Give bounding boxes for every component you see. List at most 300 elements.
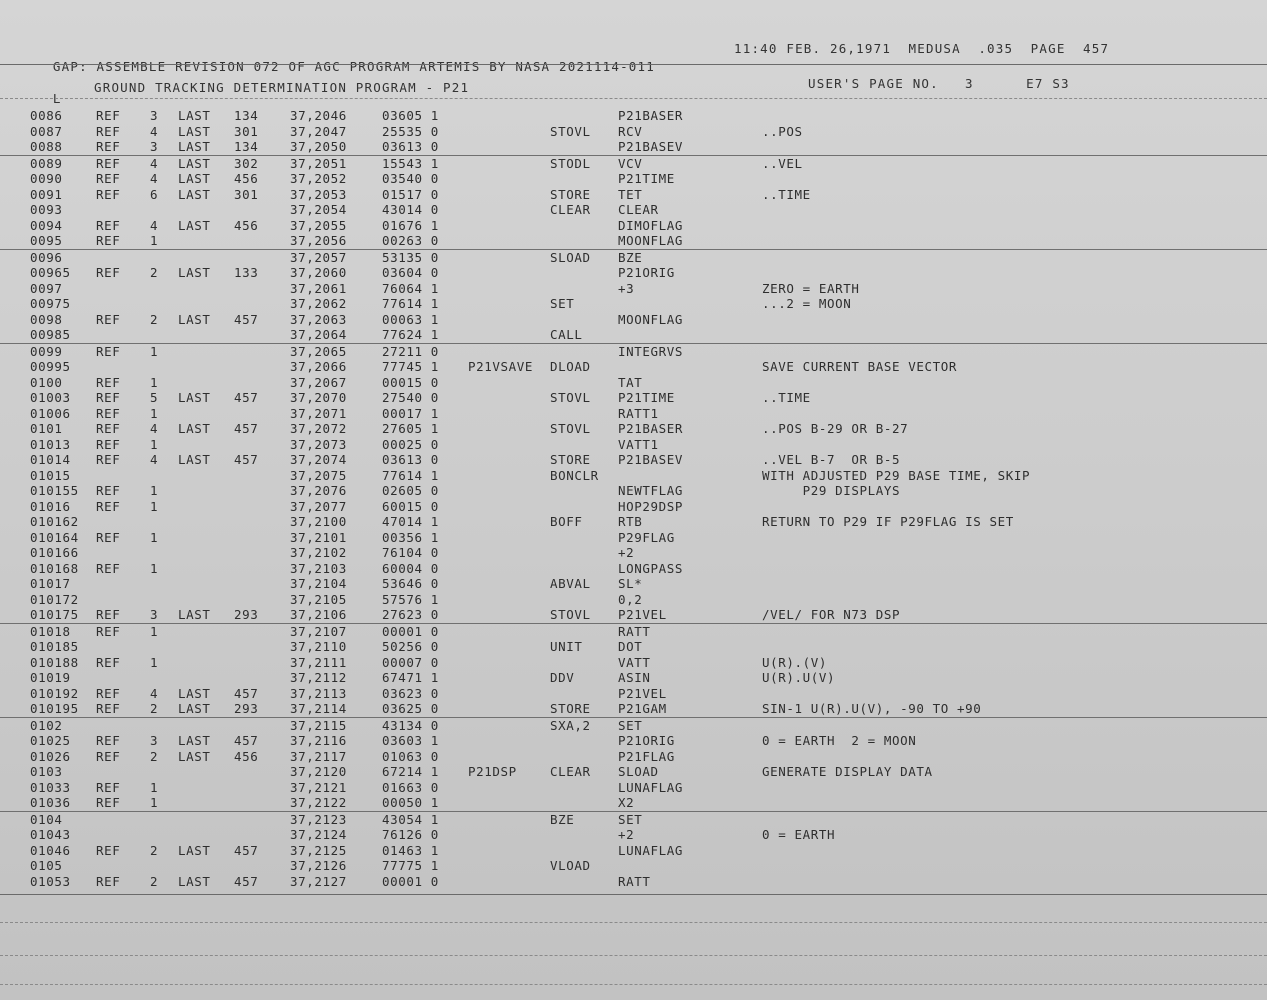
last-page: 457 <box>234 842 259 858</box>
last-tag: LAST <box>178 311 211 327</box>
memory-location: 37,2110 <box>290 639 347 654</box>
memory-location: 37,2060 <box>290 265 347 280</box>
memory-location: 37,2065 <box>290 343 347 359</box>
last-page: 456 <box>234 217 259 233</box>
listing-row <box>0 655 1267 671</box>
operand: P29FLAG <box>618 529 675 545</box>
operand: RTB <box>618 514 643 529</box>
ref-tag: REF <box>96 685 121 701</box>
last-page: 293 <box>234 701 259 716</box>
ref-tag: REF <box>96 155 121 171</box>
opcode: BOFF <box>550 514 583 529</box>
listing-row <box>0 592 1267 608</box>
memory-location: 37,2105 <box>290 591 347 607</box>
listing-row <box>0 811 1267 828</box>
ref-tag: REF <box>96 483 121 498</box>
memory-location: 37,2127 <box>290 873 347 889</box>
memory-location: 37,2121 <box>290 779 347 795</box>
last-page: 457 <box>234 452 259 467</box>
listing-row <box>0 607 1267 623</box>
ref-count: 1 <box>150 795 159 810</box>
octal-word: 77775 1 <box>382 858 439 873</box>
octal-word: 00001 0 <box>382 873 439 889</box>
last-page: 457 <box>234 873 259 889</box>
operand: LUNAFLAG <box>618 779 684 795</box>
ref-tag: REF <box>96 607 121 622</box>
sequence-number: 0102 <box>30 717 63 733</box>
opcode: STORE <box>550 701 591 716</box>
octal-word: 27211 0 <box>382 343 439 359</box>
opcode: STORE <box>550 452 591 467</box>
last-page: 134 <box>234 108 259 123</box>
listing-row <box>0 108 1267 124</box>
ref-count: 4 <box>150 171 159 186</box>
footer-rule-2 <box>0 922 1267 923</box>
listing-row <box>0 858 1267 874</box>
sequence-number: 010155 <box>30 483 79 498</box>
ref-tag: REF <box>96 217 121 233</box>
memory-location: 37,2055 <box>290 217 347 233</box>
listing-row <box>0 390 1267 406</box>
ref-count: 1 <box>150 436 159 452</box>
operand: SET <box>618 811 643 827</box>
sequence-number: 0101 <box>30 421 63 436</box>
sequence-number: 01033 <box>30 779 71 795</box>
operand: P21GAM <box>618 701 667 716</box>
ref-count: 1 <box>150 654 159 670</box>
listing-row <box>0 375 1267 391</box>
listing-row <box>0 623 1267 640</box>
octal-word: 01676 1 <box>382 217 439 233</box>
listing-row <box>0 717 1267 734</box>
octal-word: 01517 0 <box>382 186 439 202</box>
sequence-number: 01006 <box>30 405 71 421</box>
program-title: GROUND TRACKING DETERMINATION PROGRAM - P21 <box>94 80 470 95</box>
last-tag: LAST <box>178 155 211 171</box>
sequence-number: 0096 <box>30 249 63 265</box>
operand: RATT <box>618 623 651 639</box>
ref-count: 1 <box>150 623 159 639</box>
octal-word: 27540 0 <box>382 390 439 405</box>
octal-word: 00063 1 <box>382 311 439 327</box>
sequence-number: 010195 <box>30 701 79 716</box>
comment: ..VEL <box>762 155 803 171</box>
listing-row <box>0 530 1267 546</box>
ref-tag: REF <box>96 873 121 889</box>
opcode: BONCLR <box>550 467 599 483</box>
octal-word: 43134 0 <box>382 717 439 733</box>
comment: WITH ADJUSTED P29 BASE TIME, SKIP <box>762 467 1031 483</box>
operand: VATT <box>618 654 651 670</box>
listing-row <box>0 296 1267 312</box>
operand: TET <box>618 186 643 202</box>
sequence-number: 01003 <box>30 390 71 405</box>
memory-location: 37,2052 <box>290 171 347 186</box>
last-page: 457 <box>234 421 259 436</box>
listing-marker: L <box>52 91 62 106</box>
operand: +2 <box>618 827 635 842</box>
sequence-number: 01015 <box>30 467 71 483</box>
listing-row <box>0 780 1267 796</box>
memory-location: 37,2076 <box>290 483 347 498</box>
sequence-number: 0093 <box>30 202 63 217</box>
listing-row <box>0 155 1267 172</box>
opcode: CALL <box>550 327 583 342</box>
opcode: STOVL <box>550 123 591 139</box>
ref-tag: REF <box>96 186 121 202</box>
last-page: 301 <box>234 186 259 202</box>
memory-location: 37,2111 <box>290 654 347 670</box>
listing-row <box>0 406 1267 422</box>
sequence-number: 010168 <box>30 560 79 576</box>
ref-tag: REF <box>96 779 121 795</box>
last-tag: LAST <box>178 108 211 123</box>
sequence-number: 0086 <box>30 108 63 123</box>
comment: U(R).U(V) <box>762 670 836 685</box>
header-rule <box>0 64 1267 65</box>
last-tag: LAST <box>178 685 211 701</box>
octal-word: 00050 1 <box>382 795 439 810</box>
operand: ASIN <box>618 670 651 685</box>
octal-word: 01063 0 <box>382 748 439 764</box>
sequence-number: 010166 <box>30 545 79 560</box>
listing-row <box>0 139 1267 155</box>
octal-word: 47014 1 <box>382 514 439 529</box>
operand: VATT1 <box>618 436 659 452</box>
ref-count: 3 <box>150 607 159 622</box>
octal-word: 03604 0 <box>382 265 439 280</box>
ref-count: 3 <box>150 733 159 748</box>
octal-word: 77614 1 <box>382 296 439 311</box>
ref-tag: REF <box>96 343 121 359</box>
listing-row <box>0 764 1267 780</box>
ref-count: 1 <box>150 483 159 498</box>
last-tag: LAST <box>178 123 211 139</box>
ref-count: 4 <box>150 685 159 701</box>
listing-row <box>0 499 1267 515</box>
last-page: 133 <box>234 265 259 280</box>
octal-word: 02605 0 <box>382 483 439 498</box>
operand: SL* <box>618 576 643 591</box>
ref-count: 4 <box>150 452 159 467</box>
last-page: 456 <box>234 748 259 764</box>
ref-tag: REF <box>96 701 121 716</box>
operand: P21ORIG <box>618 265 675 280</box>
octal-word: 77624 1 <box>382 327 439 342</box>
memory-location: 37,2071 <box>290 405 347 421</box>
octal-word: 53135 0 <box>382 249 439 265</box>
memory-location: 37,2072 <box>290 421 347 436</box>
octal-word: 27605 1 <box>382 421 439 436</box>
ref-tag: REF <box>96 108 121 123</box>
octal-word: 67471 1 <box>382 670 439 685</box>
memory-location: 37,2051 <box>290 155 347 171</box>
sequence-number: 0098 <box>30 311 63 327</box>
operand: P21TIME <box>618 390 675 405</box>
listing-row <box>0 437 1267 453</box>
operand: +2 <box>618 545 635 560</box>
ref-count: 1 <box>150 779 159 795</box>
sequence-number: 01026 <box>30 748 71 764</box>
operand: MOONFLAG <box>618 311 684 327</box>
octal-word: 03603 1 <box>382 733 439 748</box>
memory-location: 37,2123 <box>290 811 347 827</box>
memory-location: 37,2125 <box>290 842 347 858</box>
octal-word: 03613 0 <box>382 452 439 467</box>
comment: SAVE CURRENT BASE VECTOR <box>762 359 958 374</box>
ref-tag: REF <box>96 654 121 670</box>
ref-tag: REF <box>96 795 121 810</box>
memory-location: 37,2102 <box>290 545 347 560</box>
octal-word: 00001 0 <box>382 623 439 639</box>
operand: LUNAFLAG <box>618 842 684 858</box>
comment: 0 = EARTH <box>762 827 836 842</box>
listing-row <box>0 343 1267 360</box>
operand: INTEGRVS <box>618 343 684 359</box>
last-page: 301 <box>234 123 259 139</box>
octal-word: 03540 0 <box>382 171 439 186</box>
memory-location: 37,2046 <box>290 108 347 123</box>
memory-location: 37,2122 <box>290 795 347 810</box>
last-page: 293 <box>234 607 259 622</box>
listing-row <box>0 281 1267 297</box>
memory-location: 37,2117 <box>290 748 347 764</box>
operand: RCV <box>618 123 643 139</box>
last-tag: LAST <box>178 421 211 436</box>
listing-row <box>0 576 1267 592</box>
opcode: STOVL <box>550 607 591 622</box>
operand: P21ORIG <box>618 733 675 748</box>
sequence-number: 01043 <box>30 827 71 842</box>
ref-tag: REF <box>96 311 121 327</box>
ref-count: 2 <box>150 873 159 889</box>
operand: CLEAR <box>618 202 659 217</box>
listing-row <box>0 249 1267 266</box>
last-tag: LAST <box>178 139 211 154</box>
last-tag: LAST <box>178 607 211 622</box>
operand: DIMOFLAG <box>618 217 684 233</box>
comment: P29 DISPLAYS <box>762 483 901 498</box>
ref-count: 2 <box>150 748 159 764</box>
memory-location: 37,2100 <box>290 514 347 529</box>
ref-tag: REF <box>96 748 121 764</box>
comment: /VEL/ FOR N73 DSP <box>762 607 901 622</box>
listing-row <box>0 421 1267 437</box>
operand: P21VEL <box>618 685 667 701</box>
footer-rule-3 <box>0 955 1267 956</box>
operand: P21FLAG <box>618 748 675 764</box>
ref-count: 2 <box>150 701 159 716</box>
sequence-number: 00985 <box>30 327 71 342</box>
opcode: DLOAD <box>550 359 591 374</box>
ref-count: 2 <box>150 311 159 327</box>
listing-row <box>0 733 1267 749</box>
memory-location: 37,2104 <box>290 576 347 591</box>
last-tag: LAST <box>178 217 211 233</box>
memory-location: 37,2066 <box>290 359 347 374</box>
opcode: VLOAD <box>550 858 591 873</box>
last-tag: LAST <box>178 265 211 280</box>
last-tag: LAST <box>178 390 211 405</box>
memory-location: 37,2054 <box>290 202 347 217</box>
comment: SIN-1 U(R).U(V), -90 TO +90 <box>762 701 982 716</box>
ref-count: 6 <box>150 186 159 202</box>
statement-label: P21VSAVE <box>468 359 534 374</box>
listing-row <box>0 701 1267 717</box>
octal-word: 00007 0 <box>382 654 439 670</box>
sequence-number: 01018 <box>30 623 71 639</box>
octal-word: 01463 1 <box>382 842 439 858</box>
comment: ..TIME <box>762 186 811 202</box>
timestamp-page: 11:40 FEB. 26,1971 MEDUSA .035 PAGE 457 <box>734 41 1110 56</box>
listing-row <box>0 187 1267 203</box>
memory-location: 37,2073 <box>290 436 347 452</box>
sequence-number: 01025 <box>30 733 71 748</box>
last-page: 457 <box>234 733 259 748</box>
sequence-number: 0099 <box>30 343 63 359</box>
ref-tag: REF <box>96 498 121 514</box>
listing-row <box>0 233 1267 249</box>
sequence-number: 00995 <box>30 359 71 374</box>
sequence-number: 0097 <box>30 280 63 296</box>
octal-word: 25535 0 <box>382 123 439 139</box>
ref-tag: REF <box>96 171 121 186</box>
last-page: 134 <box>234 139 259 154</box>
opcode: ABVAL <box>550 576 591 591</box>
opcode: SLOAD <box>550 249 591 265</box>
memory-location: 37,2103 <box>290 560 347 576</box>
ref-tag: REF <box>96 233 121 248</box>
sequence-number: 01019 <box>30 670 71 685</box>
listing-row <box>0 124 1267 140</box>
octal-word: 76064 1 <box>382 280 439 296</box>
ref-tag: REF <box>96 374 121 390</box>
listing-row <box>0 218 1267 234</box>
operand: NEWTFLAG <box>618 483 684 498</box>
octal-word: 00015 0 <box>382 374 439 390</box>
ref-count: 4 <box>150 155 159 171</box>
memory-location: 37,2120 <box>290 764 347 779</box>
ref-count: 2 <box>150 265 159 280</box>
octal-word: 77745 1 <box>382 359 439 374</box>
sequence-number: 01036 <box>30 795 71 810</box>
operand: P21VEL <box>618 607 667 622</box>
octal-word: 43014 0 <box>382 202 439 217</box>
ref-tag: REF <box>96 560 121 576</box>
sequence-number: 010185 <box>30 639 79 654</box>
memory-location: 37,2062 <box>290 296 347 311</box>
listing-row <box>0 202 1267 218</box>
listing-row <box>0 561 1267 577</box>
octal-word: 67214 1 <box>382 764 439 779</box>
last-tag: LAST <box>178 701 211 716</box>
ref-count: 3 <box>150 108 159 123</box>
sequence-number: 010175 <box>30 607 79 622</box>
octal-word: 15543 1 <box>382 155 439 171</box>
operand: LONGPASS <box>618 560 684 576</box>
listing-row <box>0 686 1267 702</box>
opcode: STORE <box>550 186 591 202</box>
opcode: STOVL <box>550 421 591 436</box>
listing-row <box>0 171 1267 187</box>
listing-row <box>0 312 1267 328</box>
memory-location: 37,2107 <box>290 623 347 639</box>
comment: GENERATE DISPLAY DATA <box>762 764 933 779</box>
listing-row <box>0 514 1267 530</box>
ref-count: 1 <box>150 374 159 390</box>
comment: ..TIME <box>762 390 811 405</box>
last-tag: LAST <box>178 452 211 467</box>
sequence-number: 010192 <box>30 685 79 701</box>
sequence-number: 0105 <box>30 858 63 873</box>
ref-count: 4 <box>150 123 159 139</box>
ref-count: 1 <box>150 405 159 421</box>
octal-word: 43054 1 <box>382 811 439 827</box>
last-tag: LAST <box>178 733 211 748</box>
opcode: CLEAR <box>550 202 591 217</box>
ref-count: 2 <box>150 842 159 858</box>
opcode: CLEAR <box>550 764 591 779</box>
footer-rule-4 <box>0 984 1267 985</box>
memory-location: 37,2064 <box>290 327 347 342</box>
ref-count: 5 <box>150 390 159 405</box>
ref-tag: REF <box>96 452 121 467</box>
memory-location: 37,2075 <box>290 467 347 483</box>
operand: DOT <box>618 639 643 654</box>
ref-tag: REF <box>96 265 121 280</box>
octal-word: 01663 0 <box>382 779 439 795</box>
comment: RETURN TO P29 IF P29FLAG IS SET <box>762 514 1014 529</box>
ref-count: 1 <box>150 498 159 514</box>
operand: P21BASER <box>618 421 684 436</box>
ref-count: 1 <box>150 529 159 545</box>
octal-word: 00356 1 <box>382 529 439 545</box>
listing-row <box>0 452 1267 468</box>
octal-word: 77614 1 <box>382 467 439 483</box>
operand: RATT1 <box>618 405 659 421</box>
ref-tag: REF <box>96 842 121 858</box>
octal-word: 00025 0 <box>382 436 439 452</box>
last-page: 457 <box>234 685 259 701</box>
sequence-number: 0103 <box>30 764 63 779</box>
sequence-number: 01053 <box>30 873 71 889</box>
octal-word: 03613 0 <box>382 139 439 154</box>
listing-row <box>0 359 1267 375</box>
comment: ZERO = EARTH <box>762 280 860 296</box>
octal-word: 03605 1 <box>382 108 439 123</box>
memory-location: 37,2114 <box>290 701 347 716</box>
sequence-number: 01017 <box>30 576 71 591</box>
listing-row <box>0 327 1267 343</box>
comment: U(R).(V) <box>762 654 828 670</box>
sequence-number: 0091 <box>30 186 63 202</box>
memory-location: 37,2115 <box>290 717 347 733</box>
sequence-number: 010172 <box>30 591 79 607</box>
octal-word: 57576 1 <box>382 591 439 607</box>
comment: ..POS <box>762 123 803 139</box>
ref-count: 4 <box>150 421 159 436</box>
operand: BZE <box>618 249 643 265</box>
memory-location: 37,2047 <box>290 123 347 139</box>
ref-tag: REF <box>96 139 121 154</box>
octal-word: 00017 1 <box>382 405 439 421</box>
ref-tag: REF <box>96 529 121 545</box>
memory-location: 37,2057 <box>290 249 347 265</box>
operand: SET <box>618 717 643 733</box>
listing-row <box>0 827 1267 843</box>
last-tag: LAST <box>178 842 211 858</box>
memory-location: 37,2124 <box>290 827 347 842</box>
